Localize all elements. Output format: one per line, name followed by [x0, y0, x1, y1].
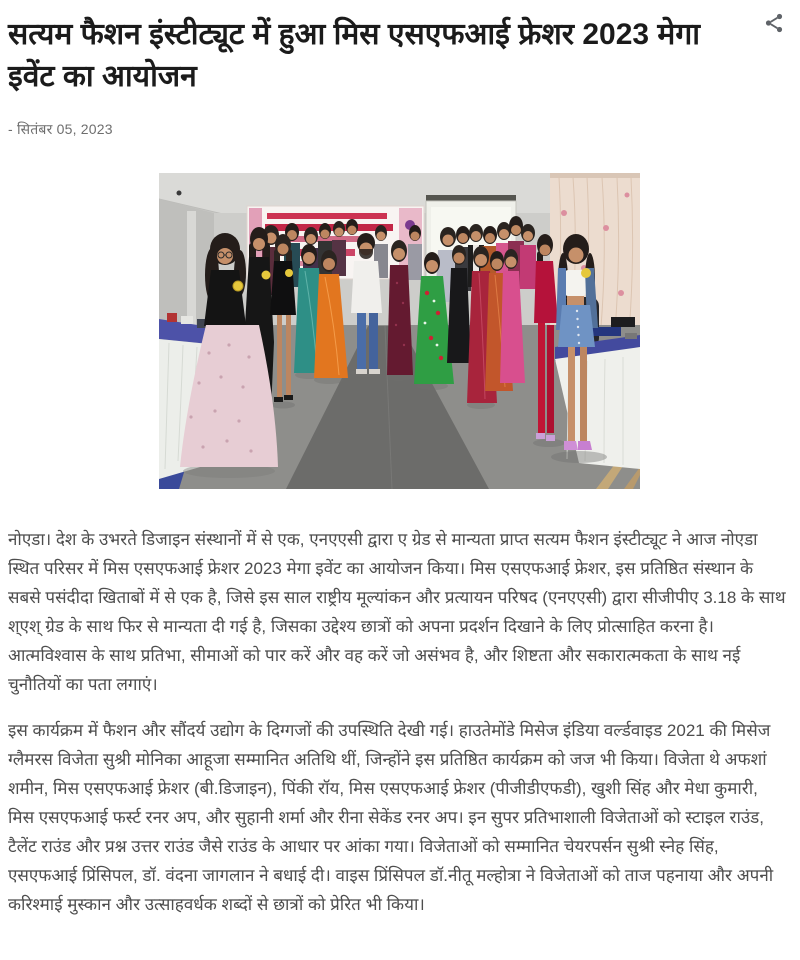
- article-body: [8, 525, 790, 919]
- share-icon: [762, 11, 788, 35]
- page-title: सत्यम फैशन इंस्टीट्यूट में हुआ मिस एसएफआई फ्रेशर 2023 मेगा इवेंट का आयोजन: [8, 18, 701, 93]
- paragraph-1: नोएडा। देश के उभरते डिजाइन संस्थानों में से एक, एनएएसी द्वारा ए ग्रेड से मान्यता प्राप्त सत्यम फैशन इंस्टीट्यूट ने आज नोएडा स्थित परिसर में मिस एसएफआई फ्रेशर 2023 मेगा इवेंट का आयोजन किया। मिस एसएफआई फ्रेशर, इस प्रतिष्ठित संस्थान के सबसे पसंदीदा खिताबों में से एक है, जिसे इस साल राष्ट्रीय मूल्यांकन और प्रत्यायन परिषद (एनएएसी) द्वारा सीजीपीए 3.18 के साथ श्एश् ग्रेड के साथ फिर से मान्यता दी गई है, जिसका उद्देश्य छात्रों को अपना प्रदर्शन दिखाने के लिए प्रोत्साहित करना है। आत्मविश्वास के साथ प्रतिभा, सीमाओं को पार करें और वह करें जो असंभव है, और शिष्टता और सकारात्मकता के साथ नई चुनौतियों का पता लगाएं।: [8, 530, 786, 694]
- event-photo[interactable]: [159, 173, 640, 489]
- share-button[interactable]: [762, 10, 788, 36]
- photo-container: [8, 173, 790, 489]
- paragraph-2: इस कार्यक्रम में फैशन और सौंदर्य उद्योग के दिग्गजों की उपस्थिति देखी गई। हाउतेमोंडे मिसेज इंडिया वर्ल्डवाइड 2021 की मिसेज ग्लैमरस विजेता सुश्री मोनिका आहूजा सम्मानित अतिथि थीं, जिन्होंने इस प्रतिष्ठित कार्यक्रम को जज भी किया। विजेता थे अफशां शमीन, मिस एसएफआई फ्रेशर (बी.डिजाइन), पिंकी रॉय, मिस एसएफआई फ्रेशर (पीजीडीएफडी), खुशी सिंह और मेधा कुमारी, मिस एसएफआई फर्स्ट रनर अप, और सुहानी शर्मा और रीना सेकेंड रनर अप। इन सुपर प्रतिभाशाली विजेताओं को स्टाइल राउंड, टैलेंट राउंड और प्रश्न उत्तर राउंड जैसे राउंड के आधार पर आंका गया। विजेताओं को सम्मानित चेयरपर्सन सुश्री स्नेह सिंह, एसएफआई प्रिंसिपल, डॉ. वंदना जागलान ने बधाई दी। वाइस प्रिंसिपल डॉ.नीतू मल्होत्रा ने विजेताओं को ताज पहनाया और अपनी करिश्माई मुस्कान और उत्साहवर्धक शब्दों से छात्रों को प्रेरित भी किया।: [8, 721, 774, 914]
- post-date: - सितंबर 05, 2023: [8, 121, 113, 137]
